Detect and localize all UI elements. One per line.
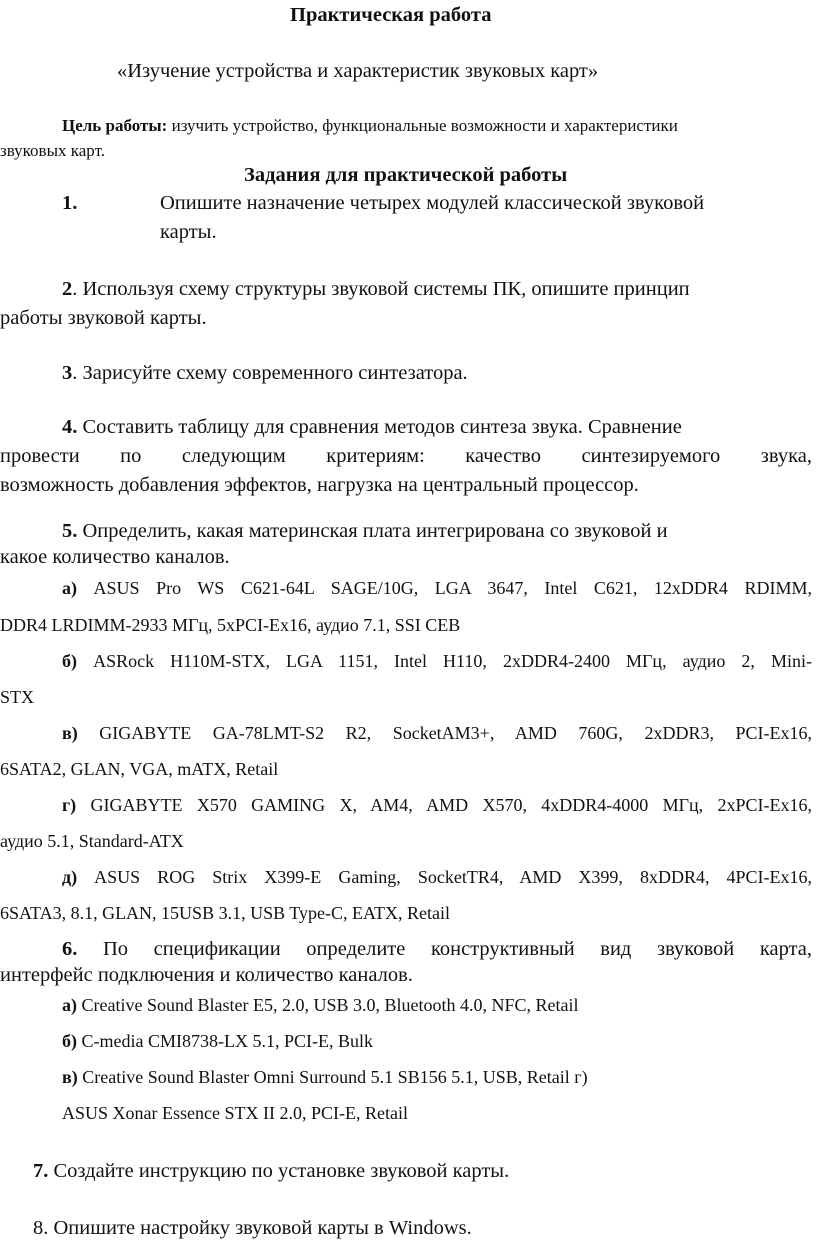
task7-number: 7. [33, 1160, 49, 1182]
task5-option-a-text: ASUS Pro WS C621-64L SAGE/10G, LGA 3647, Intel C621, 12xDDR4 RDIMM, [77, 578, 812, 598]
task5-option-d-text: ASUS ROG Strix X399-E Gaming, SocketTR4, AMD X399, 8xDDR4, 4PCI-Ex16, [77, 867, 812, 887]
task4-line2: провести по следующим критериям: качество синтезируемого звука, [0, 445, 812, 467]
task3-line [62, 362, 468, 385]
task5-line2: какое количество каналов. [0, 546, 230, 568]
task5-option-b-line1 [62, 651, 812, 672]
task5-option-g-text: GIGABYTE X570 GAMING X, AM4, AMD X570, 4xDDR4-4000 МГц, 2xPCI-Ex16, [76, 795, 812, 815]
task6-number: 6. [62, 938, 78, 960]
goal-text-1: изучить устройство, функциональные возможности и характеристики [171, 116, 678, 135]
task5-option-a-label: а) [62, 578, 77, 598]
task5-option-g-line2: аудио 5.1, Standard-ATX [0, 831, 184, 851]
task5-option-b-label: б) [62, 651, 77, 671]
task6-tail: ASUS Xonar Essence STX II 2.0, PCI-E, Retail [62, 1103, 408, 1123]
page-title: Практическая работа [290, 4, 492, 26]
task6-option-b-text: C-media CMI8738-LX 5.1, PCI-E, Bulk [77, 1031, 373, 1051]
task6-option-a-label: а) [62, 995, 77, 1015]
task6-line2: интерфейс подключения и количество каналов. [0, 964, 413, 986]
task5-option-a-line1 [62, 578, 812, 599]
task6-option-v-text: Creative Sound Blaster Omni Surround 5.1 SB156 5.1, USB, Retail г) [77, 1067, 588, 1087]
task5-line1 [62, 520, 668, 543]
tasks-heading: Задания для практической работы [244, 164, 568, 186]
task2-line2: работы звуковой карты. [0, 307, 207, 329]
task5-option-d-line1 [62, 867, 812, 888]
task5-option-v-line2: 6SATA2, GLAN, VGA, mATX, Retail [0, 759, 279, 779]
task5-option-a-line2: DDR4 LRDIMM-2933 МГц, 5xPCI-Ex16, аудио 7.1, SSI CEB [0, 615, 461, 635]
task5-option-v-line1 [62, 723, 812, 744]
task4-number: 4. [62, 416, 78, 438]
task5-option-d-line2: 6SATA3, 8.1, GLAN, 15USB 3.1, USB Type-C, EATX, Retail [0, 903, 450, 923]
task2-number: 2 [62, 278, 73, 300]
task5-option-g-label: г) [62, 795, 77, 815]
task5-text-1: Определить, какая материнская плата интегрирована со звуковой и [77, 520, 668, 542]
task6-option-a [62, 995, 578, 1016]
task2-text-1: . Используя схему структуры звуковой системы ПК, опишите принцип [72, 278, 690, 300]
task1-line1: Опишите назначение четырех модулей классической звуковой [160, 192, 705, 214]
goal-label: Цель работы: [62, 116, 168, 135]
task6-option-b-label: б) [62, 1031, 77, 1051]
task7-text: Создайте инструкцию по установке звуковой карты. [48, 1160, 510, 1182]
task3-number: 3 [62, 362, 73, 384]
task1-number: 1. [62, 192, 78, 214]
subtitle: «Изучение устройства и характеристик звуковых карт» [117, 60, 599, 82]
task6-option-v-label: в) [62, 1067, 78, 1087]
task5-option-d-label: д) [62, 867, 78, 887]
task5-option-b-line2: STX [0, 687, 35, 707]
task2-line1 [62, 278, 690, 301]
task4-text-1: Составить таблицу для сравнения методов синтеза звука. Сравнение [77, 416, 682, 438]
task6-line1 [62, 938, 812, 961]
task6-option-v [62, 1067, 588, 1088]
task6-option-b [62, 1031, 373, 1052]
task5-number: 5. [62, 520, 78, 542]
goal-line1 [62, 116, 678, 136]
task4-line3: возможность добавления эффектов, нагрузка на центральный процессор. [0, 474, 639, 496]
task5-option-v-label: в) [62, 723, 78, 743]
task8-line: 8. Опишите настройку звуковой карты в Windows. [33, 1217, 472, 1239]
task6-text-1: По спецификации определите конструктивный вид звуковой карта, [77, 938, 812, 960]
task5-option-b-text: ASRock H110M-STX, LGA 1151, Intel H110, 2xDDR4-2400 МГц, аудио 2, Mini- [77, 651, 812, 671]
goal-line2: звуковых карт. [0, 141, 105, 160]
task1-line2: карты. [160, 221, 217, 243]
task4-line1 [62, 416, 682, 439]
task3-text: . Зарисуйте схему современного синтезатора. [72, 362, 468, 384]
task5-option-g-line1 [62, 795, 812, 816]
task5-option-v-text: GIGABYTE GA-78LMT-S2 R2, SocketAM3+, AMD 760G, 2xDDR3, PCI-Ex16, [77, 723, 812, 743]
task6-option-a-text: Creative Sound Blaster E5, 2.0, USB 3.0, Bluetooth 4.0, NFC, Retail [77, 995, 579, 1015]
task7-line [33, 1160, 509, 1183]
